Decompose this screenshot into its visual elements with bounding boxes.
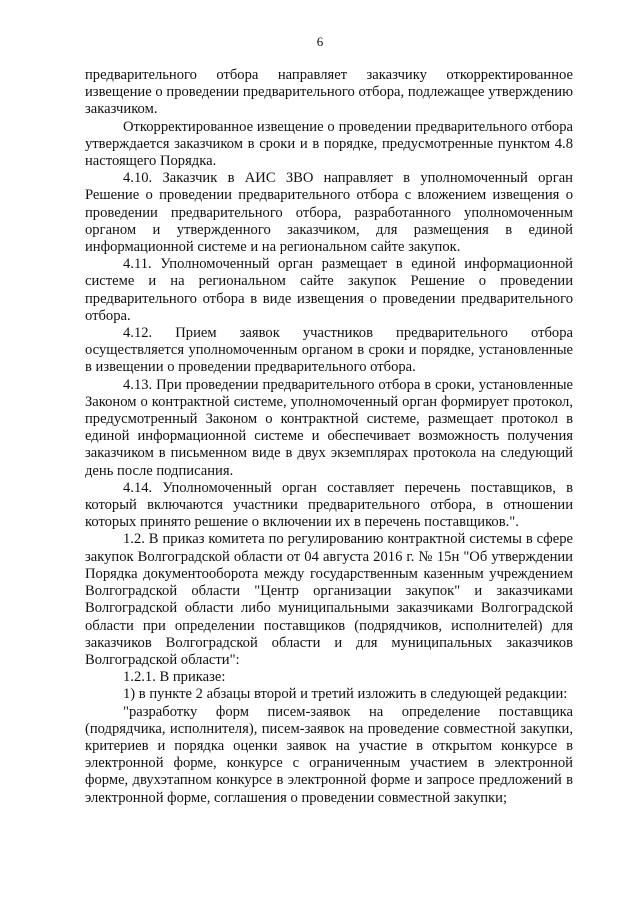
paragraph-4-13: 4.13. При проведении предварительного отбора в сроки, установленные Законом о контрактной системе, уполномоченный орган формирует протокол, предусмотренный Законом о контрактной системе, размещает протокол в единой информационной системе и обеспечивает возможность получения заказчиком в письменном виде в двух экземплярах протокола на следующий день после подписания.: [85, 376, 573, 479]
paragraph-4-10: 4.10. Заказчик в АИС ЗВО направляет в уполномоченный орган Решение о проведении предварительного отбора с вложением извещения о проведении предварительного отбора, разработанного уполномоченным органом и утвержденного заказчиком, для размещения в единой информационной системе и на региональном сайте закупок.: [85, 170, 573, 256]
paragraph-4-11: 4.11. Уполномоченный орган размещает в единой информационной системе и на региональном сайте закупок Решение о проведении предварительного отбора в виде извещения о проведении предварительного отбора.: [85, 256, 573, 324]
paragraph-1-2-1: 1.2.1. В приказе:: [123, 669, 226, 686]
document-body: [85, 67, 573, 807]
paragraph-item-1: 1) в пункте 2 абзацы второй и третий изложить в следующей редакции:: [123, 686, 568, 703]
page-number: 6: [316, 34, 324, 49]
paragraph-4-14: 4.14. Уполномоченный орган составляет перечень поставщиков, в который включаются участники предварительного отбора, в отношении которых принято решение о включении их в перечень поставщиков.".: [85, 479, 573, 531]
paragraph-corrected-notice: Откорректированное извещение о проведении предварительного отбора утверждается заказчиком в сроки и в порядке, предусмотренные пунктом 4.8 настоящего Порядка.: [85, 118, 573, 170]
paragraph-quoted-text: "разработку форм писем-заявок на определение поставщика (подрядчика, исполнителя), писем-заявок на проведение совместной закупки, критериев и порядка оценки заявок на участие в открытом конкурсе в электронной форме, конкурсе с ограниченным участием в электронной форме, двухэтапном конкурсе в электронной форме и запросе предложений в электронной форме, соглашения о проведении совместной закупки;: [85, 703, 573, 806]
paragraph-continuation: предварительного отбора направляет заказчику откорректированное извещение о проведении предварительного отбора, подлежащее утверждению заказчиком.: [85, 67, 573, 118]
paragraph-1-2: 1.2. В приказ комитета по регулированию контрактной системы в сфере закупок Волгоградской области от 04 августа 2016 г. № 15н "Об утверждении Порядка документооборота между государственным казенным учреждением Волгоградской области "Центр организации закупок" и заказчиками Волгоградской области либо муниципальными заказчиками Волгоградской области при определении поставщиков (подрядчиков, исполнителей) для заказчиков Волгоградской области и для муниципальных заказчиков Волгоградской области":: [85, 531, 573, 668]
paragraph-4-12: 4.12. Прием заявок участников предварительного отбора осуществляется уполномоченным органом в сроки и порядке, установленные в извещении о проведении предварительного отбора.: [85, 325, 573, 376]
